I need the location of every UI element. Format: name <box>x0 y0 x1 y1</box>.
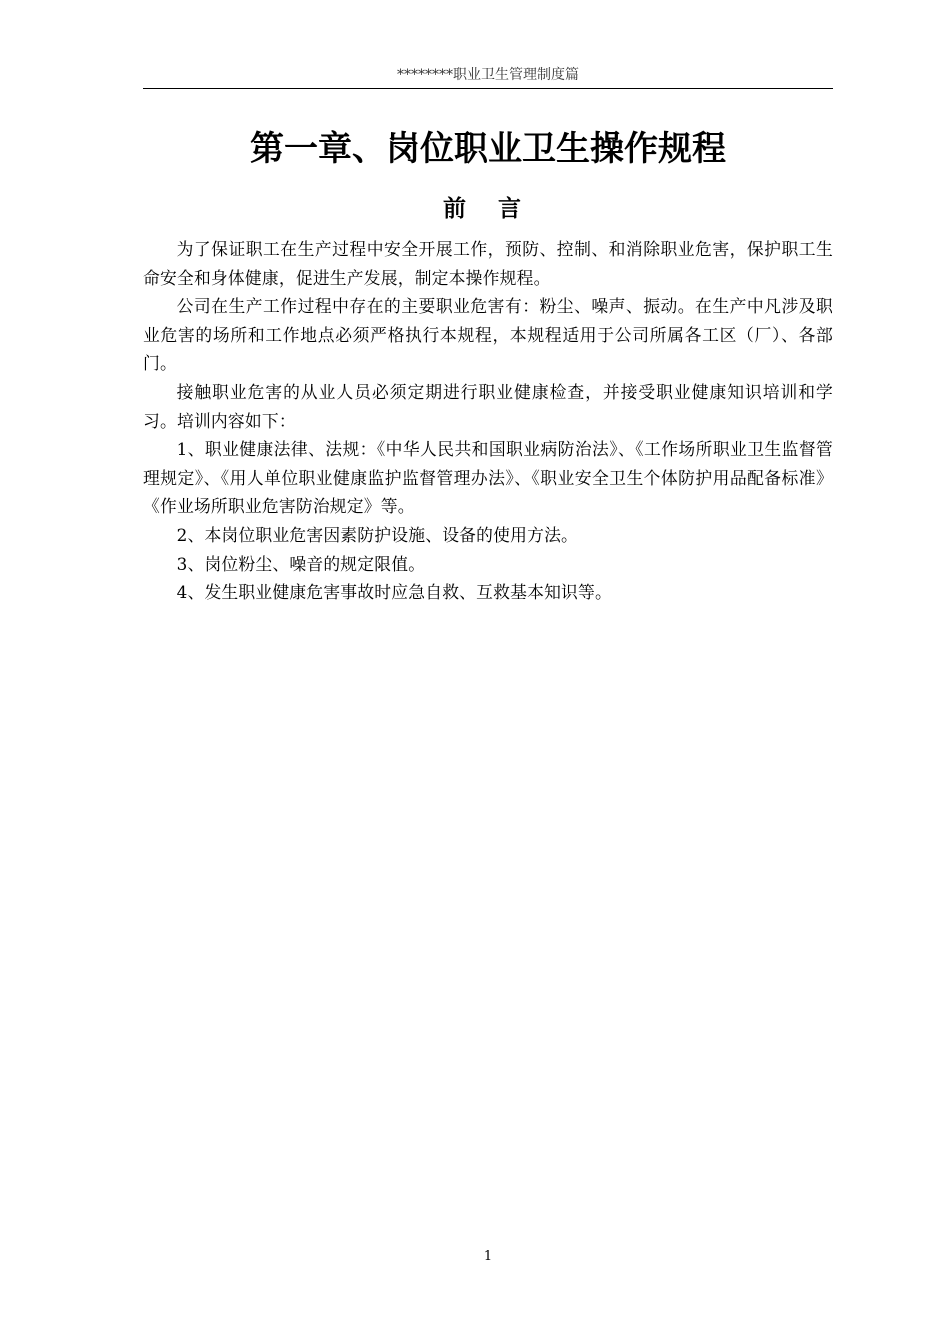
paragraph-hazards: 公司在生产工作过程中存在的主要职业危害有：粉尘、噪声、振动。在生产中凡涉及职业危害的场所和工作地点必须严格执行本规程，本规程适用于公司所属各工区（厂）、各部门。 <box>143 296 833 374</box>
paragraph-training-intro: 接触职业危害的从业人员必须定期进行职业健康检查，并接受职业健康知识培训和学习。培训内容如下： <box>143 381 833 431</box>
training-item-limits: 3、岗位粉尘、噪音的规定限值。 <box>176 553 426 574</box>
chapter-title: 第一章、岗位职业卫生操作规程 <box>250 129 726 169</box>
paragraph-purpose: 为了保证职工在生产过程中安全开展工作，预防、控制、和消除职业危害，保护职工生命安全和身体健康，促进生产发展，制定本操作规程。 <box>143 239 833 288</box>
page-number: 1 <box>483 1249 493 1264</box>
training-item-emergency: 4、发生职业健康危害事故时应急自救、互救基本知识等。 <box>176 582 613 603</box>
training-item-protection: 2、本岗位职业危害因素防护设施、设备的使用方法。 <box>176 524 579 545</box>
header-divider <box>143 88 833 89</box>
page-header: ********职业卫生管理制度篇 <box>397 67 579 83</box>
training-item-laws: 1、职业健康法律、法规：《中华人民共和国职业病防治法》、《工作场所职业卫生监督管理规定》、《用人单位职业健康监护监督管理办法》、《职业安全卫生个体防护用品配备标准》《作业场所职业危害防治规定》等。 <box>143 439 833 517</box>
body-text <box>143 235 833 607</box>
section-title: 前 言 <box>442 196 533 222</box>
